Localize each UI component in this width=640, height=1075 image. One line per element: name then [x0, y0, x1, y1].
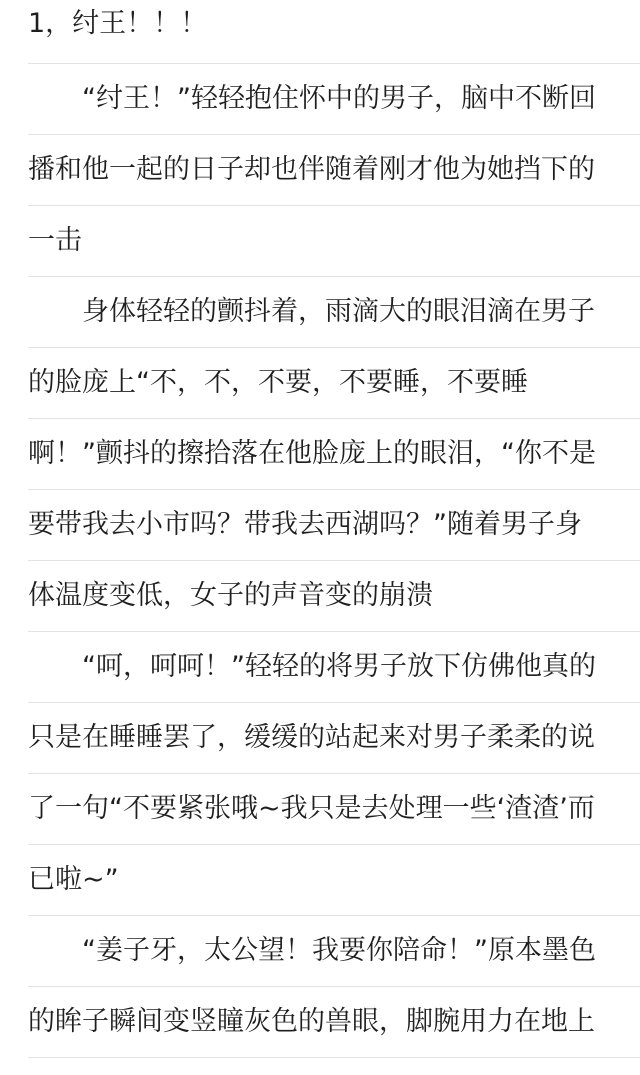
text-line: 了一句“不要紧张哦~我只是去处理一些‘渣渣’而	[28, 793, 595, 824]
text-line: “姜子牙，太公望！我要你陪命！”原本墨色	[28, 935, 596, 966]
text-line: 一击	[28, 225, 82, 256]
line-divider	[28, 1057, 640, 1058]
text-line: 啊！”颤抖的擦拾落在他脸庞上的眼泪，“你不是	[28, 438, 596, 469]
text-line: 1，纣王！！！	[28, 8, 208, 39]
text-line: 的眸子瞬间变竖瞳灰色的兽眼，脚腕用力在地上	[28, 1006, 595, 1037]
text-line: 体温度变低，女子的声音变的崩溃	[28, 580, 433, 611]
text-line: 要带我去小市吗？带我去西湖吗？”随着男子身	[28, 509, 582, 540]
text-line: 的脸庞上“不，不，不要，不要睡，不要睡	[28, 367, 528, 398]
text-line: 只是在睡睡罢了，缓缓的站起来对男子柔柔的说	[28, 722, 595, 753]
text-line: “呵，呵呵！”轻轻的将男子放下仿佛他真的	[28, 651, 596, 682]
text-line: 已啦~”	[28, 864, 119, 895]
text-line: 身体轻轻的颤抖着，雨滴大的眼泪滴在男子	[28, 296, 595, 327]
text-line: 播和他一起的日子却也伴随着刚才他为她挡下的	[28, 154, 595, 185]
text-line: “纣王！”轻轻抱住怀中的男子，脑中不断回	[28, 83, 596, 114]
